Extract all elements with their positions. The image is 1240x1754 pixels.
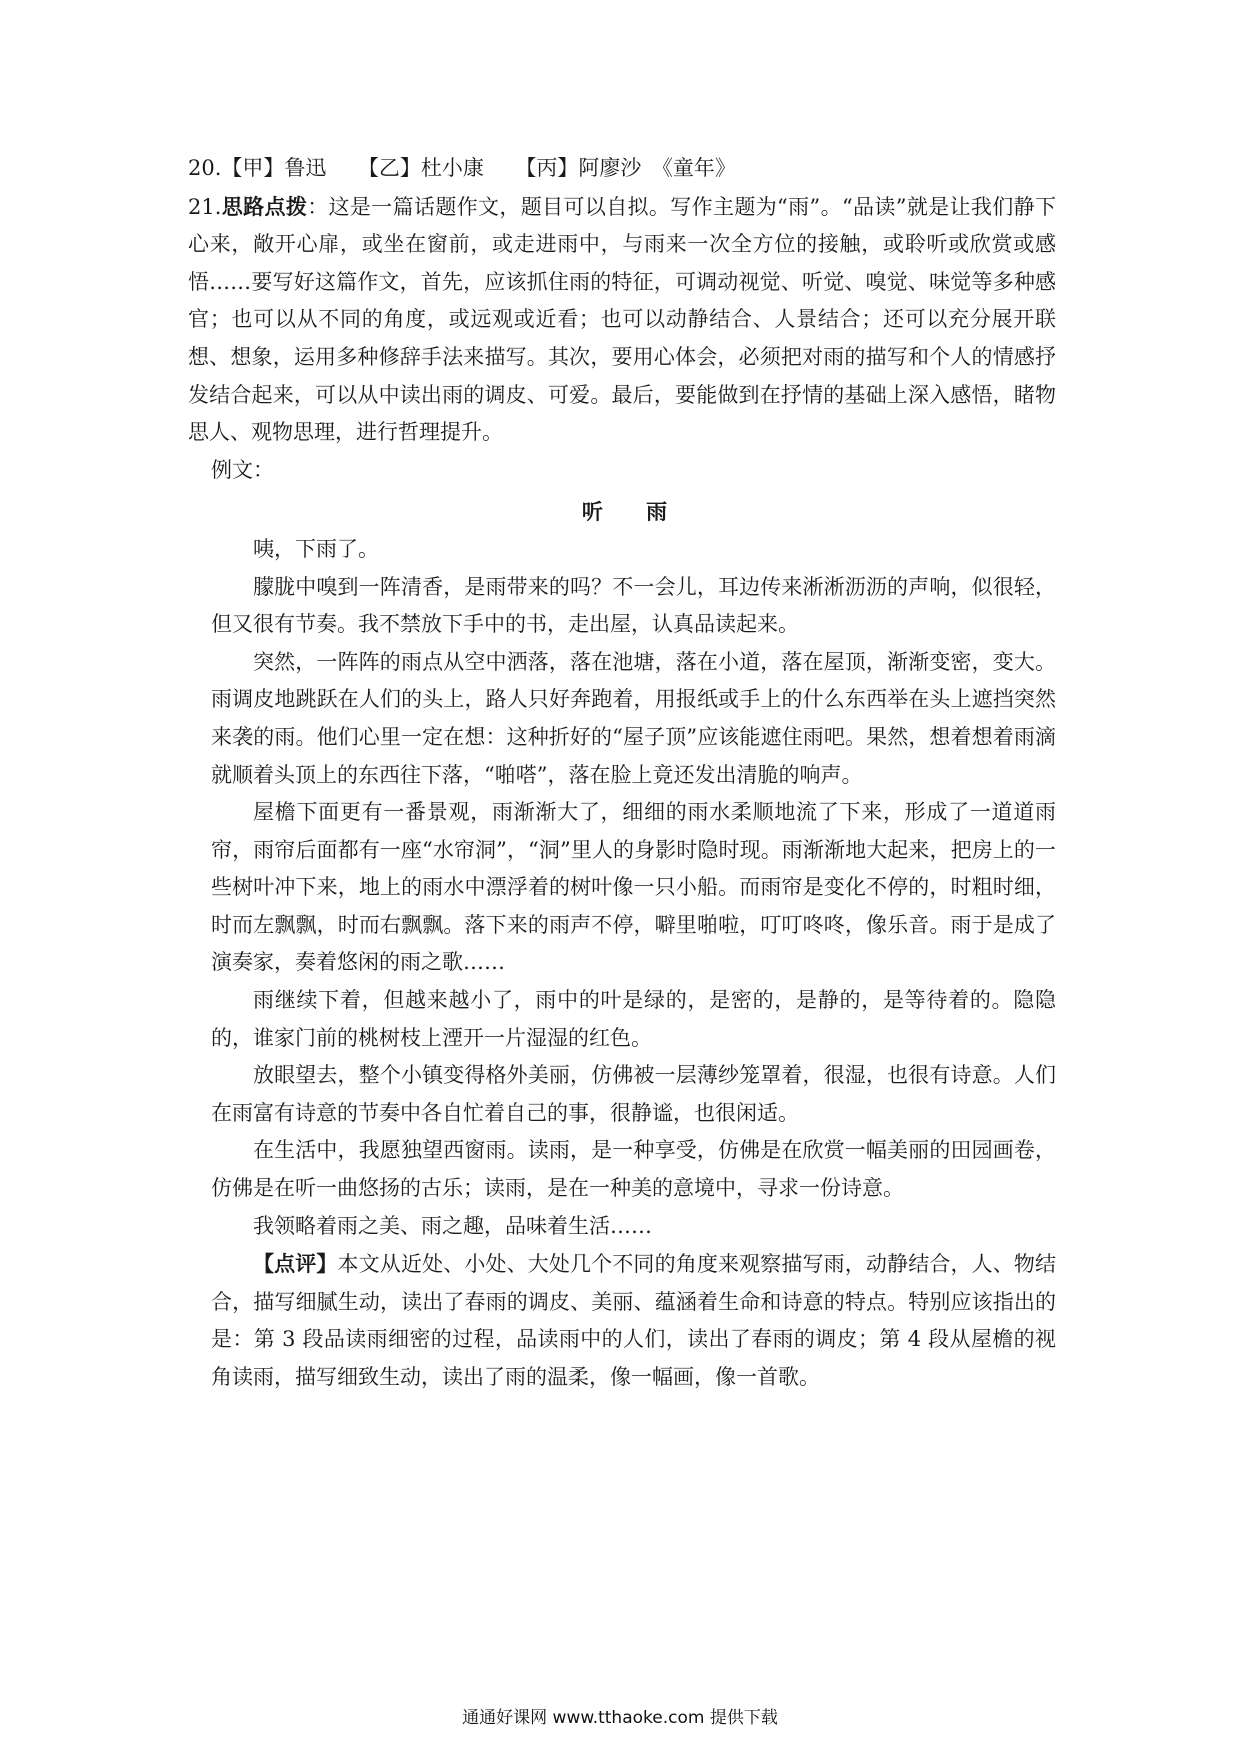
question-21-number: 21. [188, 194, 222, 219]
example-essay-block [188, 452, 1056, 1397]
answer-content [188, 150, 1056, 1397]
question-20-answer: 20.【甲】鲁迅 【乙】杜小康 【丙】阿廖沙 《童年》 [188, 156, 736, 180]
essay-paragraph-3: 突然，一阵阵的雨点从空中洒落，落在池塘，落在小道，落在屋顶，渐渐变密，变大。雨调皮地跳跃在人们的头上，路人只好奔跑着，用报纸或手上的什么东西举在头上遮挡突然来袭的雨。他们心里一定在想：这种折好的“屋子顶”应该能遮住雨吧。果然，想着想着雨滴就顺着头顶上的东西往下落，“啪嗒”，落在脸上竟还发出清脆的响声。 [211, 649, 1056, 787]
comment-text: 本文从近处、小处、大处几个不同的角度来观察描写雨，动静结合，人、物结合，描写细腻生动，读出了春雨的调皮、美丽、蕴涵着生命和诗意的特点。特别应该指出的是：第 3 段品读雨细密的过程，品读雨中的人们，读出了春雨的调皮；第 4 段从屋檐的视角读雨，描写细致生动，读出了雨的温柔，像一幅画，像一首歌。 [211, 1252, 1057, 1389]
question-21-answer [188, 188, 1056, 452]
essay-paragraph-5: 雨继续下着，但越来越小了，雨中的叶是绿的，是密的，是静的，是等待着的。隐隐的，谁家门前的桃树枝上湮开一片湿湿的红色。 [211, 988, 1056, 1050]
essay-comment [211, 1245, 1056, 1396]
example-label: 例文： [211, 457, 274, 482]
essay-paragraph-2: 朦胧中嗅到一阵清香，是雨带来的吗？不一会儿，耳边传来淅淅沥沥的声响，似很轻，但又很有节奏。我不禁放下手中的书，走出屋，认真品读起来。 [211, 574, 1056, 637]
essay-paragraph-6: 放眼望去，整个小镇变得格外美丽，仿佛被一层薄纱笼罩着，很湿，也很有诗意。人们在雨富有诗意的节奏中各自忙着自己的事，很静谧，也很闲适。 [211, 1063, 1056, 1125]
essay-paragraph-1: 咦，下雨了。 [253, 536, 379, 561]
essay-title: 听 雨 [581, 499, 686, 525]
question-21-label: 思路点拨 [221, 193, 308, 219]
essay-paragraph-8: 我领略着雨之美、雨之趣，品味着生活…… [253, 1213, 652, 1238]
question-21-text: ：这是一篇话题作文，题目可以自拟。写作主题为“雨”。“品读”就是让我们静下心来，敞开心扉，或坐在窗前，或走进雨中，与雨来一次全方位的接触，或聆听或欣赏或感悟……要写好这篇作文，首先，应该抓住雨的特征，可调动视觉、听觉、嗅觉、味觉等多种感官；也可以从不同的角度，或远观或近看；也可以动静结合、人景结合；还可以充分展开联想、想象，运用多种修辞手法来描写。其次，要用心体会，必须把对雨的描写和个人的情感抒发结合起来，可以从中读出雨的调皮、可爱。最后，要能做到在抒情的基础上深入感悟，睹物思人、观物思理，进行哲理提升。 [188, 194, 1056, 445]
essay-paragraph-7: 在生活中，我愿独望西窗雨。读雨，是一种享受，仿佛是在欣赏一幅美丽的田园画卷，仿佛是在听一曲悠扬的古乐；读雨，是在一种美的意境中，寻求一份诗意。 [211, 1138, 1056, 1201]
comment-label: 【点评】 [253, 1251, 338, 1277]
essay-paragraph-4: 屋檐下面更有一番景观，雨渐渐大了，细细的雨水柔顺地流了下来，形成了一道道雨帘，雨帘后面都有一座“水帘洞”，“洞”里人的身影时隐时现。雨渐渐地大起来，把房上的一些树叶冲下来，地上的雨水中漂浮着的树叶像一只小船。而雨帘是变化不停的，时粗时细，时而左飘飘，时而右飘飘。落下来的雨声不停，噼里啪啦，叮叮咚咚，像乐音。雨于是成了演奏家，奏着悠闲的雨之歌…… [211, 800, 1056, 975]
page-footer: 通通好课网 www.tthaoke.com 提供下载 [462, 1708, 778, 1728]
